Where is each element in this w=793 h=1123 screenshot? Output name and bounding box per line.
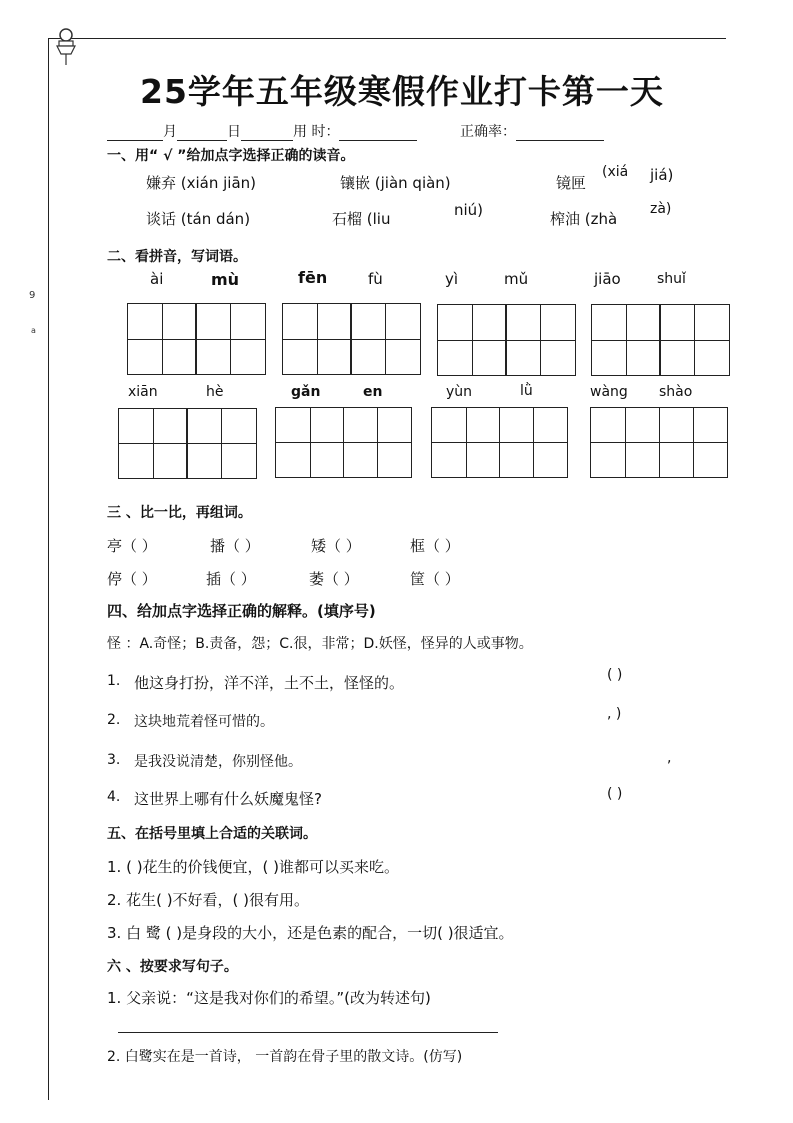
fill-item[interactable]: 1. ( )花生的价钱便宜，( )谁都可以买来吃。 [107,858,400,876]
definition-options: 怪 ：A.奇怪；B.责备，怨；C.很，非常；D.妖怪，怪异的人或事物。 [107,636,533,652]
pinyin-label: hè [206,384,224,400]
answer-parentheses[interactable]: ( ) [607,667,623,683]
compare-item[interactable]: 框（ ） [410,537,460,555]
pinyin-label: yì [445,270,459,288]
month-label: 月 [163,124,177,140]
accuracy-line [460,121,604,141]
accuracy-label: 正确率： [460,124,516,140]
compare-item[interactable]: 筐（ ） [410,570,460,588]
meta-line [107,121,417,141]
answer-parentheses[interactable]: , [667,750,672,766]
section-3-heading: 三 、比一比，再组词。 [107,505,252,521]
sentence-task: 2. 白鹭实在是一首诗， 一首韵在骨子里的散文诗。(仿写) [107,1049,463,1065]
s1-item[interactable]: 谈话 (tán dán) [146,210,251,228]
accuracy-blank[interactable] [516,126,604,141]
question-number: 3. [107,752,121,768]
day-blank[interactable] [177,126,227,141]
margin-mark: a [31,326,36,335]
pinyin-label: fēn [298,268,328,287]
pinyin-label: wàng [590,384,628,400]
section-1-heading: 一、用“ √ ”给加点字选择正确的读音。 [107,148,355,164]
section-6-heading: 六 、按要求写句子。 [107,959,238,975]
compare-item[interactable]: 萎（ ） [309,570,359,588]
left-margin-rule [48,38,49,1100]
writing-grid[interactable] [590,407,728,478]
s1-pinyin-option[interactable]: zà) [650,201,672,217]
s1-item[interactable]: 嫌弃 (xián jiān) [146,174,257,192]
s1-item[interactable]: 镶嵌 (jiàn qiàn) [340,174,451,192]
pinyin-label: xiān [128,384,158,400]
question-number: 4. [107,789,121,805]
answer-line[interactable] [118,1032,498,1033]
s1-pinyin-option[interactable]: (xiá [602,164,629,180]
margin-mark: 9 [29,290,36,301]
sentence-task: 1. 父亲说：“这是我对你们的希望。”(改为转述句) [107,989,431,1007]
pinyin-label: gǎn [291,384,321,400]
s1-pinyin-option[interactable]: jiá) [650,166,674,184]
page-title: 25学年五年级寒假作业打卡第一天 [140,72,664,111]
section-5-heading: 五、在括号里填上合适的关联词。 [107,826,317,842]
compare-item[interactable]: 停（ ） [107,570,157,588]
compare-item[interactable]: 播（ ） [210,537,260,555]
time-blank[interactable] [241,126,293,141]
writing-grid[interactable] [591,304,730,376]
pinyin-label: yùn [446,384,473,400]
pinyin-label: shào [659,384,693,400]
pinyin-label: ài [150,270,164,288]
writing-grid[interactable] [118,408,257,479]
writing-grid[interactable] [275,407,412,478]
pinyin-label: jiāo [594,270,621,288]
fill-item[interactable]: 2. 花生( )不好看，( )很有用。 [107,891,310,909]
writing-grid[interactable] [282,303,421,375]
s1-item[interactable]: 石榴 (liu [332,210,391,228]
answer-parentheses[interactable]: , ) [607,706,622,722]
section-4-heading: 四、给加点字选择正确的解释。(填序号) [107,602,376,620]
compare-item[interactable]: 插（ ） [206,570,256,588]
compare-item[interactable]: 亭（ ） [107,537,157,555]
fill-item[interactable]: 3. 白 鹭 ( )是身段的大小，还是色素的配合，一切( )很适宜。 [107,924,514,942]
question-text: 这块地荒着怪可惜的。 [134,714,274,730]
answer-parentheses[interactable]: ( ) [607,786,623,802]
writing-grid[interactable] [437,304,576,376]
section-2-heading: 二、看拼音，写词语。 [107,249,247,265]
compare-item[interactable]: 矮（ ） [311,537,361,555]
question-text: 这世界上哪有什么妖魔鬼怪? [134,790,322,808]
writing-grid[interactable] [431,407,568,478]
question-text: 是我没说清楚，你别怪他。 [134,754,302,770]
pushpin-icon [53,27,79,67]
time-label: 用 时： [293,124,340,140]
day-label: 日 [227,124,241,140]
time-value-blank[interactable] [339,126,417,141]
pinyin-label: fù [368,270,383,288]
month-blank[interactable] [107,126,163,141]
question-text: 他这身打扮，洋不洋，土不土，怪怪的。 [134,674,405,692]
pinyin-label: lǜ [520,383,533,399]
pinyin-label: shuǐ [657,271,686,287]
s1-item[interactable]: 榨油 (zhà [550,210,618,228]
question-number: 1. [107,673,121,689]
pinyin-label: mù [211,270,240,289]
s1-item-word: 镜匣 [556,174,587,192]
writing-grid[interactable] [127,303,266,375]
pinyin-label: en [363,384,383,400]
top-rule [48,38,726,39]
s1-pinyin-option[interactable]: niú) [454,201,484,219]
question-number: 2. [107,712,121,728]
pinyin-label: mǔ [504,270,529,288]
